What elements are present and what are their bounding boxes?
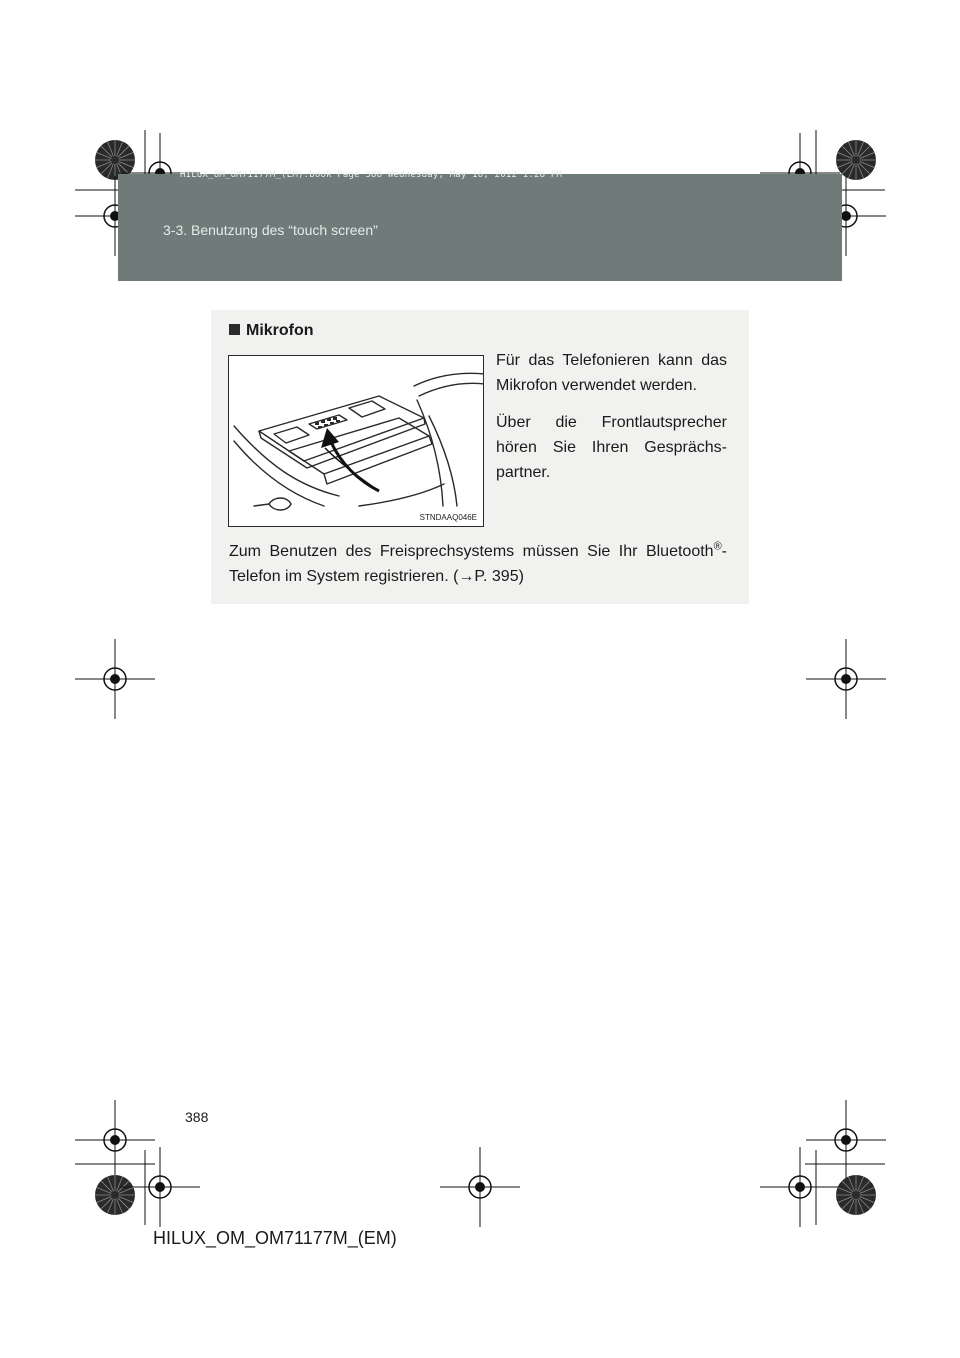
print-info-line: HILUX_OM_OM71177M_(EM).book Page 388 Wednesday, May 16, 2012 1:28 PM (180, 170, 563, 180)
section-title: 3-3. Benutzung des “touch screen” (163, 222, 378, 238)
crop-mark-icon (440, 1147, 520, 1227)
body-text-part-2: -Telefon im System registrieren. ( (229, 543, 727, 585)
box-title (229, 322, 314, 340)
page-number: 388 (185, 1109, 209, 1125)
box-title-text: Mikrofon (246, 322, 314, 339)
crop-mark-icon (120, 1147, 200, 1227)
body-text-part-1: Zum Benutzen des Freisprechsystems müssen Sie Ihr Bluetooth (229, 543, 714, 560)
document-code: HILUX_OM_OM71177M_(EM) (153, 1228, 397, 1248)
bullet-square-icon (229, 324, 240, 335)
body-text (229, 539, 727, 589)
arrow-right-icon: → (458, 568, 475, 585)
page-reference-link[interactable]: P. 395) (474, 568, 524, 585)
registration-mark-icon: ® (713, 540, 722, 553)
crop-mark-icon (75, 1100, 155, 1180)
color-wheel-icon (836, 1175, 876, 1215)
crop-mark-icon (806, 1100, 886, 1180)
crop-mark-icon (760, 1147, 840, 1227)
side-paragraph-2: Über die Frontlautsprecher hören Sie Ihren Gesprächs-partner. (496, 414, 727, 481)
body-paragraph (229, 539, 727, 589)
side-text (496, 348, 727, 497)
color-wheel-icon (95, 1175, 135, 1215)
crop-mark-icon (75, 639, 155, 719)
overhead-console-drawing (229, 356, 484, 527)
crop-mark-icon (806, 639, 886, 719)
info-box (211, 310, 749, 604)
color-wheel-icon (836, 140, 876, 180)
side-paragraph-1: Für das Telefonieren kann das Mikrofon verwendet werden. (496, 352, 727, 394)
microphone-illustration (228, 355, 484, 527)
figure-code: STNDAAQ046E (419, 513, 477, 522)
